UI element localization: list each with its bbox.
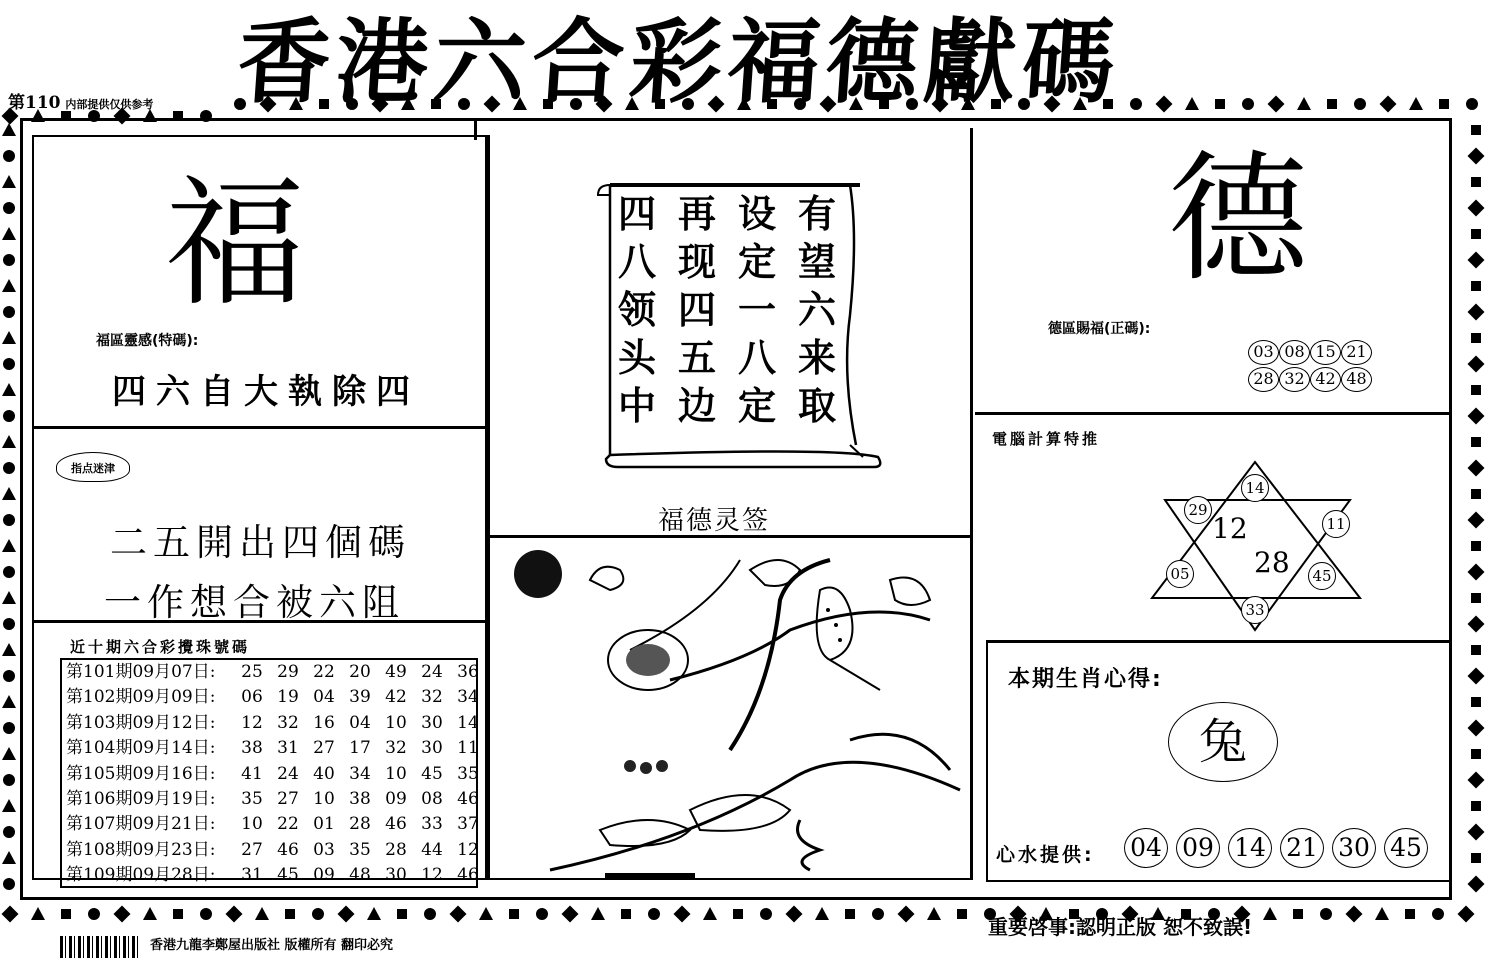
row-number: 46: [385, 814, 407, 835]
row-number: 32: [385, 738, 407, 759]
border-shape: [1320, 908, 1332, 920]
row-number: 44: [421, 839, 443, 860]
border-shape: [2, 851, 16, 864]
tip-line-1: 二五開出四個碼: [110, 521, 411, 564]
border-shape: [1471, 385, 1481, 395]
border-shape: [2, 435, 16, 448]
border-shape: [733, 909, 743, 919]
row-number: 24: [277, 763, 299, 784]
border-shape: [648, 908, 660, 920]
border-shape: [1471, 541, 1481, 551]
row-number: 37: [457, 814, 479, 835]
page-title: 香港六合彩福德獻碼: [234, 9, 1124, 116]
de-number: 28: [1248, 367, 1279, 392]
border-shape: [3, 774, 15, 786]
border-shape: [1468, 876, 1485, 893]
row-number: 27: [241, 839, 263, 860]
border-shape: [2, 539, 16, 552]
row-number: 48: [349, 865, 371, 886]
border-shape: [1468, 148, 1485, 165]
border-shape: [2, 331, 16, 344]
row-number: 03: [313, 839, 335, 860]
border-shape: [479, 907, 493, 920]
border-shape: [674, 906, 691, 923]
supply-label: 心水提供:: [996, 844, 1095, 866]
border-shape: [815, 907, 829, 920]
border-shape: [1375, 907, 1389, 920]
border-shape: [2, 695, 16, 708]
scroll-column: 有望六来取: [797, 192, 836, 428]
border-shape: [1468, 512, 1485, 529]
table-row: [62, 711, 479, 736]
fu-character: 福: [165, 163, 306, 326]
border-shape: [3, 150, 15, 162]
row-number: 12: [457, 839, 479, 860]
issue-label: 第110: [8, 93, 61, 113]
row-number: 32: [421, 687, 443, 708]
border-shape: [2, 643, 16, 656]
table-row: [62, 863, 479, 888]
row-number: 46: [457, 865, 479, 886]
footer-notice: 重要啓事:認明正版 恕不致誤!: [988, 915, 1253, 939]
border-shape: [2, 175, 16, 188]
border-shape: [1468, 824, 1485, 841]
row-number: 32: [277, 712, 299, 733]
supply-number: 04: [1124, 828, 1168, 868]
border-shape: [312, 908, 324, 920]
border-shape: [1468, 772, 1485, 789]
border-shape: [3, 358, 15, 370]
border-shape: [1268, 96, 1285, 113]
border-shape: [2, 383, 16, 396]
border-shape: [562, 906, 579, 923]
border-shape: [1471, 489, 1481, 499]
row-number: 28: [349, 814, 371, 835]
de-number: 42: [1310, 367, 1341, 392]
border-shape: [226, 906, 243, 923]
border-shape: [1432, 908, 1444, 920]
tip-badge-label: 指点迷津: [71, 462, 115, 475]
de-label: 德區賜福(正碼):: [1048, 321, 1151, 337]
border-shape: [1468, 408, 1485, 425]
de-number: 03: [1248, 340, 1279, 365]
border-shape: [1354, 98, 1366, 110]
de-number: 15: [1310, 340, 1341, 365]
table-row: [62, 762, 479, 787]
scroll-column: 设定一八定: [737, 192, 776, 428]
row-number: 39: [349, 687, 371, 708]
border-shape: [1471, 177, 1481, 187]
border-shape: [1242, 98, 1254, 110]
border-shape: [1471, 125, 1481, 135]
row-label: 第104期09月14日:: [66, 738, 216, 759]
border-shape: [3, 878, 15, 890]
border-shape: [957, 909, 967, 919]
border-shape: [1471, 801, 1481, 811]
border-shape: [927, 907, 941, 920]
row-label: 第106期09月19日:: [66, 788, 216, 809]
tip-badge: [56, 452, 130, 482]
bird-flower-illustration: [490, 540, 970, 880]
row-number: 29: [277, 662, 299, 682]
border-shape: [1458, 906, 1475, 923]
row-number: 30: [421, 712, 443, 733]
row-number: 16: [313, 712, 335, 733]
star-outer-number: 11: [1322, 510, 1350, 538]
border-shape: [1471, 437, 1481, 447]
row-number: 06: [241, 687, 263, 708]
border-shape: [2, 747, 16, 760]
supply-number: 21: [1280, 828, 1324, 868]
row-number: 33: [421, 814, 443, 835]
row-label: 第103期09月12日:: [66, 712, 216, 733]
border-shape: [1468, 252, 1485, 269]
border-shape: [2, 123, 16, 136]
border-shape: [1263, 907, 1277, 920]
row-number: 34: [349, 763, 371, 784]
border-shape: [1439, 99, 1449, 109]
table-row: [62, 736, 479, 761]
border-shape: [1471, 749, 1481, 759]
row-number: 45: [421, 763, 443, 784]
zodiac-animal: 兔: [1198, 714, 1247, 770]
issue-number: [8, 88, 153, 113]
row-number: 42: [385, 687, 407, 708]
row-number: 38: [241, 738, 263, 759]
border-shape: [1468, 356, 1485, 373]
border-shape: [255, 907, 269, 920]
border-shape: [61, 909, 71, 919]
border-shape: [898, 906, 915, 923]
fu-text: 四六自大執除四: [112, 372, 420, 412]
border-shape: [591, 907, 605, 920]
border-shape: [3, 202, 15, 214]
results-table: [60, 658, 478, 888]
border-shape: [786, 906, 803, 923]
border-shape: [3, 306, 15, 318]
star-numbers: [1150, 460, 1370, 640]
de-number: 21: [1341, 340, 1372, 365]
row-number: 17: [349, 738, 371, 759]
border-shape: [3, 566, 15, 578]
star-outer-number: 05: [1166, 560, 1194, 588]
barcode: [60, 936, 140, 958]
row-number: 41: [241, 763, 263, 784]
star-inner-number: 12: [1212, 512, 1248, 545]
border-shape: [2, 799, 16, 812]
de-character: 德: [1168, 138, 1309, 301]
border-shape: [1471, 853, 1481, 863]
border-shape: [1468, 668, 1485, 685]
border-shape: [1471, 593, 1481, 603]
row-label: 第102期09月09日:: [66, 687, 216, 708]
row-number: 31: [241, 865, 263, 886]
de-number: 32: [1279, 367, 1310, 392]
border-shape: [173, 909, 183, 919]
border-shape: [3, 254, 15, 266]
border-shape: [1380, 96, 1397, 113]
border-shape: [1471, 333, 1481, 343]
border-shape: [1327, 99, 1337, 109]
row-number: 34: [457, 687, 479, 708]
row-number: 45: [277, 865, 299, 886]
border-shape: [3, 410, 15, 422]
border-shape: [1409, 97, 1423, 110]
row-number: 09: [385, 788, 407, 809]
border-shape: [703, 907, 717, 920]
zodiac-circle: [1168, 702, 1278, 782]
row-number: 11: [457, 738, 479, 759]
border-shape: [2, 487, 16, 500]
border-shape: [1466, 98, 1478, 110]
border-shape: [2, 591, 16, 604]
table-row: [62, 787, 479, 812]
row-number: 30: [421, 738, 443, 759]
de-number: 48: [1341, 367, 1372, 392]
border-shape: [1471, 645, 1481, 655]
row-number: 35: [457, 763, 479, 784]
issue-note: 内部提供仅供参考: [65, 98, 154, 111]
star-outer-number: 29: [1184, 496, 1212, 524]
border-shape: [621, 909, 631, 919]
supply-number: 09: [1176, 828, 1220, 868]
row-number: 10: [313, 788, 335, 809]
supply-number: 45: [1384, 828, 1428, 868]
border-shape: [3, 670, 15, 682]
de-number-grid: [1248, 340, 1376, 394]
border-shape: [3, 826, 15, 838]
border-shape: [31, 907, 45, 920]
border-shape: [3, 722, 15, 734]
de-number: 08: [1279, 340, 1310, 365]
border-shape: [1293, 909, 1303, 919]
border-shape: [1468, 720, 1485, 737]
supply-numbers: [1124, 828, 1444, 868]
scroll-column: 四八领头中: [617, 192, 656, 428]
row-number: 25: [241, 662, 263, 682]
supply-number: 14: [1228, 828, 1272, 868]
border-shape: [1468, 200, 1485, 217]
border-shape: [1346, 906, 1363, 923]
star-outer-number: 45: [1308, 562, 1336, 590]
row-number: 27: [313, 738, 335, 759]
border-shape: [872, 908, 884, 920]
border-shape: [3, 618, 15, 630]
row-number: 22: [313, 662, 335, 682]
table-row: [62, 685, 479, 710]
border-shape: [424, 908, 436, 920]
border-shape: [3, 514, 15, 526]
star-outer-number: 14: [1241, 474, 1269, 502]
table-row: [62, 660, 479, 685]
footer-publisher: 香港九龍李鄭屋出版社 版權所有 翻印必究: [150, 938, 394, 953]
border-shape: [1471, 281, 1481, 291]
border-shape: [1471, 697, 1481, 707]
scroll-column: 再现四五边: [677, 192, 716, 428]
border-shape: [760, 908, 772, 920]
row-number: 49: [385, 662, 407, 682]
row-number: 46: [457, 788, 479, 809]
tip-line-2: 一作想合被六阻: [104, 581, 405, 624]
row-number: 20: [349, 662, 371, 682]
star-inner-number: 28: [1254, 546, 1290, 579]
border-shape: [1468, 616, 1485, 633]
border-shape: [1297, 97, 1311, 110]
results-title: 近十期六合彩攪珠號碼: [70, 638, 251, 656]
border-shape: [200, 908, 212, 920]
row-number: 38: [349, 788, 371, 809]
star-label: 電腦計算特推: [992, 430, 1101, 448]
border-shape: [1405, 909, 1415, 919]
row-number: 35: [349, 839, 371, 860]
row-number: 40: [313, 763, 335, 784]
supply-number: 30: [1332, 828, 1376, 868]
border-shape: [450, 906, 467, 923]
border-shape: [1471, 229, 1481, 239]
row-number: 08: [421, 788, 443, 809]
border-shape: [2, 906, 19, 923]
row-number: 24: [421, 662, 443, 682]
row-number: 22: [277, 814, 299, 835]
row-number: 12: [421, 865, 443, 886]
row-label: 第101期09月07日:: [66, 662, 216, 682]
row-label: 第109期09月28日:: [66, 865, 216, 886]
row-number: 27: [277, 788, 299, 809]
border-shape: [285, 909, 295, 919]
row-number: 36: [457, 662, 479, 682]
row-number: 19: [277, 687, 299, 708]
border-shape: [367, 907, 381, 920]
table-row: [62, 812, 479, 837]
row-number: 12: [241, 712, 263, 733]
fu-label: 福區靈感(特碼):: [96, 333, 199, 349]
row-number: 09: [313, 865, 335, 886]
row-number: 46: [277, 839, 299, 860]
row-number: 10: [385, 712, 407, 733]
border-shape: [397, 909, 407, 919]
star-outer-number: 33: [1241, 596, 1269, 624]
border-shape: [509, 909, 519, 919]
border-shape: [845, 909, 855, 919]
row-number: 35: [241, 788, 263, 809]
border-shape: [3, 462, 15, 474]
zodiac-label: 本期生肖心得:: [1008, 667, 1163, 692]
border-shape: [2, 279, 16, 292]
row-number: 10: [385, 763, 407, 784]
row-number: 30: [385, 865, 407, 886]
row-number: 31: [277, 738, 299, 759]
row-number: 28: [385, 839, 407, 860]
border-shape: [88, 908, 100, 920]
divider: [975, 412, 1450, 415]
table-row: [62, 838, 479, 863]
border-shape: [1468, 564, 1485, 581]
row-number: 04: [313, 687, 335, 708]
border-shape: [536, 908, 548, 920]
border-shape: [1468, 304, 1485, 321]
row-label: 第108期09月23日:: [66, 839, 216, 860]
scroll-caption: 福德灵签: [658, 506, 771, 536]
row-number: 10: [241, 814, 263, 835]
border-shape: [2, 227, 16, 240]
border-shape: [1468, 460, 1485, 477]
row-number: 04: [349, 712, 371, 733]
border-shape: [143, 907, 157, 920]
row-number: 01: [313, 814, 335, 835]
row-label: 第107期09月21日:: [66, 814, 216, 835]
row-label: 第105期09月16日:: [66, 763, 216, 784]
row-number: 14: [457, 712, 479, 733]
border-shape: [338, 906, 355, 923]
border-shape: [114, 906, 131, 923]
scroll-text: [614, 190, 844, 430]
